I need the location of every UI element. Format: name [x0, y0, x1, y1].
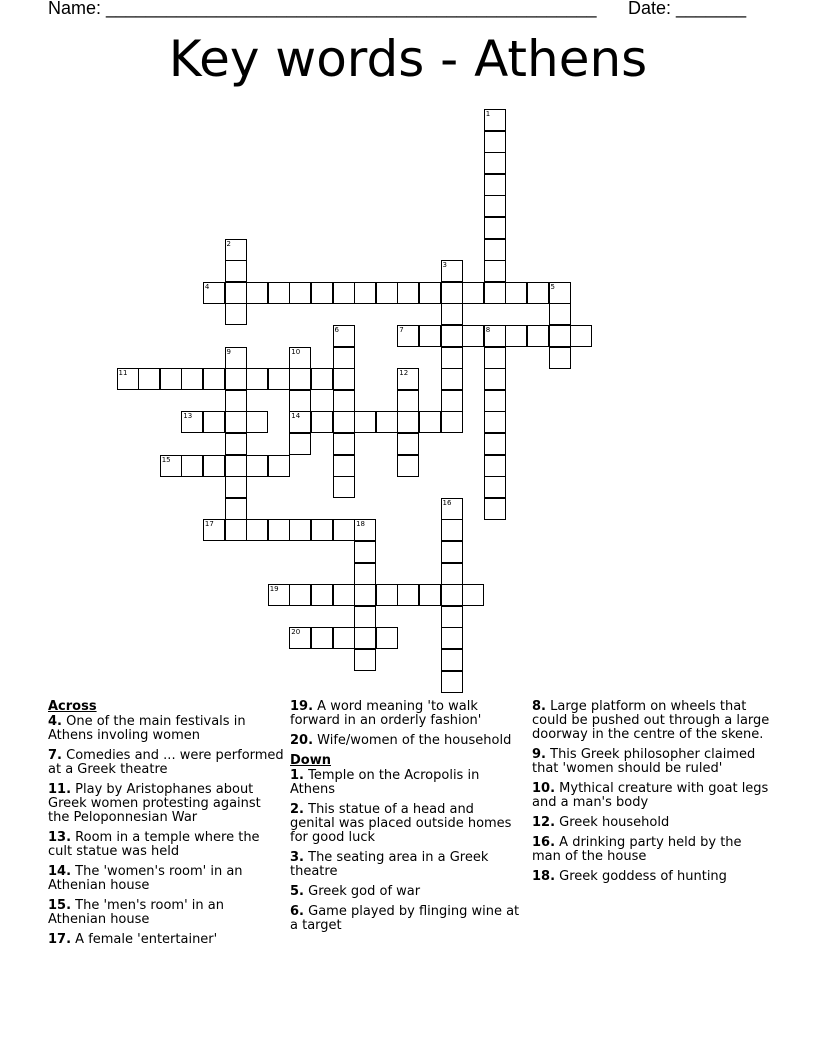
grid-cell[interactable]: [441, 390, 463, 412]
clue-number: 5: [550, 282, 555, 291]
clue-down: [290, 803, 522, 845]
clue-number-label: 6.: [290, 904, 304, 919]
grid-cell[interactable]: [419, 584, 441, 606]
grid-cell[interactable]: [333, 519, 355, 541]
grid-cell[interactable]: [354, 606, 376, 628]
clue-text: This statue of a head and genital was placed outside homes for good luck: [290, 802, 512, 845]
grid-cell[interactable]: [203, 411, 225, 433]
grid-cell[interactable]: [311, 627, 333, 649]
clue-text: Room in a temple where the cult statue was held: [48, 830, 260, 859]
clue-number: 4: [204, 282, 210, 291]
grid-cell[interactable]: [462, 325, 484, 347]
clue-number: 9: [226, 347, 231, 356]
clue-down: [532, 700, 772, 742]
clue-number-label: 2.: [290, 802, 304, 817]
grid-cell[interactable]: [484, 476, 506, 498]
clue-down: [290, 905, 522, 933]
grid-cell[interactable]: [505, 282, 527, 304]
grid-cell[interactable]: [203, 519, 225, 541]
grid-cell[interactable]: [354, 541, 376, 563]
grid-cell[interactable]: [376, 584, 398, 606]
grid-cell[interactable]: [181, 455, 203, 477]
grid-cell[interactable]: [441, 671, 463, 693]
grid-cell[interactable]: [333, 455, 355, 477]
clue-number-label: 16.: [532, 835, 556, 850]
grid-cell[interactable]: [333, 390, 355, 412]
grid-cell[interactable]: [397, 455, 419, 477]
grid-cell[interactable]: [246, 282, 268, 304]
clue-text: Game played by flinging wine at a target: [290, 904, 520, 933]
grid-cell[interactable]: [117, 368, 139, 390]
clue-number-label: 19.: [290, 699, 314, 714]
grid-cell[interactable]: [441, 541, 463, 563]
clue-text: A female 'entertainer': [75, 932, 218, 947]
clue-number-label: 4.: [48, 714, 62, 729]
clue-text: Large platform on wheels that could be pushed out through a large doorway in the centre of the skene.: [532, 699, 770, 742]
grid-cell[interactable]: [484, 282, 506, 304]
clue-number: 20: [291, 628, 301, 637]
clue-number-label: 17.: [48, 932, 72, 947]
grid-cell[interactable]: [484, 325, 506, 347]
grid-cell[interactable]: [289, 282, 311, 304]
grid-cell[interactable]: [225, 390, 247, 412]
clue-number-label: 15.: [48, 898, 72, 913]
grid-cell[interactable]: [289, 411, 311, 433]
grid-cell[interactable]: [484, 498, 506, 520]
clue-number: 16: [442, 498, 452, 507]
grid-cell[interactable]: [484, 455, 506, 477]
grid-cell[interactable]: [225, 239, 247, 261]
grid-cell[interactable]: [333, 627, 355, 649]
clue-down: [532, 836, 772, 864]
clue-number-label: 20.: [290, 733, 314, 748]
grid-cell[interactable]: [441, 498, 463, 520]
grid-cell[interactable]: [333, 282, 355, 304]
clue-number: 10: [291, 347, 301, 356]
grid-cell[interactable]: [311, 282, 333, 304]
grid-cell[interactable]: [138, 368, 160, 390]
grid-cell[interactable]: [289, 347, 311, 369]
grid-cell[interactable]: [289, 519, 311, 541]
grid-cell[interactable]: [354, 519, 376, 541]
grid-cell[interactable]: [289, 627, 311, 649]
clue-across: [48, 865, 284, 893]
grid-cell[interactable]: [484, 390, 506, 412]
grid-cell[interactable]: [333, 584, 355, 606]
clue-down: [532, 782, 772, 810]
grid-cell[interactable]: [484, 217, 506, 239]
clue-number: 18: [356, 520, 366, 529]
clue-number: 19: [269, 585, 279, 594]
grid-cell[interactable]: [484, 131, 506, 153]
clues-column-1: [48, 700, 284, 953]
grid-cell[interactable]: [484, 433, 506, 455]
grid-cell[interactable]: [225, 519, 247, 541]
grid-cell[interactable]: [376, 411, 398, 433]
grid-cell[interactable]: [354, 282, 376, 304]
clue-text: Greek household: [559, 815, 670, 830]
clue-text: A word meaning 'to walk forward in an orderly fashion': [290, 699, 482, 728]
clue-number-label: 3.: [290, 850, 304, 865]
grid-cell[interactable]: [441, 519, 463, 541]
grid-cell[interactable]: [505, 325, 527, 347]
grid-cell[interactable]: [203, 455, 225, 477]
clue-number-label: 9.: [532, 747, 546, 762]
grid-cell[interactable]: [441, 411, 463, 433]
grid-cell[interactable]: [549, 347, 571, 369]
grid-cell[interactable]: [441, 584, 463, 606]
clue-across: [48, 783, 284, 825]
grid-cell[interactable]: [268, 368, 290, 390]
grid-cell[interactable]: [484, 195, 506, 217]
grid-cell[interactable]: [333, 411, 355, 433]
clue-number-label: 12.: [532, 815, 556, 830]
grid-cell[interactable]: [181, 411, 203, 433]
grid-cell[interactable]: [225, 303, 247, 325]
grid-cell[interactable]: [333, 325, 355, 347]
clue-text: Play by Aristophanes about Greek women protesting against the Peloponnesian War: [48, 782, 261, 825]
clue-text: Comedies and ... were performed at a Greek theatre: [48, 748, 284, 777]
grid-cell[interactable]: [160, 368, 182, 390]
clue-down: [290, 885, 522, 899]
grid-cell[interactable]: [225, 476, 247, 498]
clue-across: [290, 700, 522, 728]
clue-number: 14: [291, 412, 301, 421]
grid-cell[interactable]: [462, 584, 484, 606]
clue-number: 7: [399, 326, 404, 334]
clue-down: [532, 748, 772, 776]
grid-cell[interactable]: [441, 347, 463, 369]
grid-cell[interactable]: [484, 260, 506, 282]
clue-down: [532, 816, 772, 830]
grid-cell[interactable]: [203, 368, 225, 390]
grid-cell[interactable]: [441, 627, 463, 649]
grid-cell[interactable]: [441, 563, 463, 585]
grid-cell[interactable]: [376, 627, 398, 649]
grid-cell[interactable]: [225, 411, 247, 433]
grid-cell[interactable]: [419, 411, 441, 433]
grid-cell[interactable]: [441, 606, 463, 628]
grid-cell[interactable]: [268, 455, 290, 477]
grid-cell[interactable]: [484, 174, 506, 196]
clue-number: 15: [161, 455, 171, 464]
clue-text: This Greek philosopher claimed that 'women should be ruled': [532, 747, 756, 776]
grid-cell[interactable]: [462, 282, 484, 304]
grid-cell[interactable]: [289, 584, 311, 606]
clue-number-label: 5.: [290, 884, 304, 899]
grid-cell[interactable]: [570, 325, 592, 347]
clue-text: Mythical creature with goat legs and a man's body: [532, 781, 769, 810]
grid-cell[interactable]: [549, 303, 571, 325]
grid-cell[interactable]: [441, 282, 463, 304]
clue-down: [532, 870, 772, 884]
clue-across: [48, 749, 284, 777]
clue-number-label: 10.: [532, 781, 556, 796]
grid-cell[interactable]: [527, 282, 549, 304]
clue-number: 6: [334, 326, 339, 334]
grid-cell[interactable]: [311, 584, 333, 606]
grid-cell[interactable]: [484, 109, 506, 131]
grid-cell[interactable]: [289, 368, 311, 390]
grid-cell[interactable]: [225, 260, 247, 282]
down-heading: Down: [290, 753, 331, 768]
clue-number-label: 13.: [48, 830, 72, 845]
grid-cell[interactable]: [549, 325, 571, 347]
clue-text: Greek goddess of hunting: [559, 869, 727, 884]
date-field: Date: _______: [628, 0, 747, 18]
clue-number-label: 14.: [48, 864, 72, 879]
name-field: Name: _________________________________________________: [48, 0, 597, 18]
clues-column-3: [532, 700, 772, 890]
grid-cell[interactable]: [419, 325, 441, 347]
clue-text: One of the main festivals in Athens involing women: [48, 714, 246, 743]
grid-cell[interactable]: [268, 519, 290, 541]
clue-across: [290, 734, 522, 748]
grid-cell[interactable]: [441, 303, 463, 325]
grid-cell[interactable]: [549, 282, 571, 304]
clue-text: Greek god of war: [308, 884, 421, 899]
grid-cell[interactable]: [225, 433, 247, 455]
clue-across: [48, 831, 284, 859]
grid-cell[interactable]: [397, 390, 419, 412]
grid-cell[interactable]: [397, 325, 419, 347]
grid-cell[interactable]: [397, 282, 419, 304]
clue-number: 3: [442, 261, 447, 270]
clue-across: [48, 899, 284, 927]
grid-cell[interactable]: [441, 260, 463, 282]
grid-cell[interactable]: [246, 368, 268, 390]
clue-text: Wife/women of the household: [317, 733, 512, 748]
grid-cell[interactable]: [376, 282, 398, 304]
grid-cell[interactable]: [268, 282, 290, 304]
grid-cell[interactable]: [225, 347, 247, 369]
grid-cell[interactable]: [441, 649, 463, 671]
grid-cell[interactable]: [333, 347, 355, 369]
clue-text: Temple on the Acropolis in Athens: [290, 768, 480, 797]
clue-number: 8: [485, 326, 491, 334]
grid-cell[interactable]: [333, 368, 355, 390]
clue-number: 12: [399, 369, 409, 378]
clue-text: The seating area in a Greek theatre: [290, 850, 489, 879]
grid-cell[interactable]: [268, 584, 290, 606]
clue-text: The 'men's room' in an Athenian house: [48, 898, 224, 927]
grid-cell[interactable]: [225, 498, 247, 520]
grid-cell[interactable]: [225, 455, 247, 477]
clue-number-label: 18.: [532, 869, 556, 884]
grid-cell[interactable]: [354, 411, 376, 433]
clue-across: [48, 933, 284, 947]
grid-cell[interactable]: [441, 368, 463, 390]
grid-cell[interactable]: [333, 433, 355, 455]
grid-cell[interactable]: [397, 411, 419, 433]
grid-cell[interactable]: [397, 584, 419, 606]
grid-cell[interactable]: [397, 368, 419, 390]
grid-cell[interactable]: [333, 476, 355, 498]
clue-number-label: 7.: [48, 748, 62, 763]
clue-number: 11: [118, 369, 128, 378]
page-title: Key words - Athens: [168, 30, 648, 88]
clue-down: [290, 769, 522, 797]
grid-cell[interactable]: [160, 455, 182, 477]
clue-number-label: 8.: [532, 699, 546, 714]
grid-cell[interactable]: [354, 584, 376, 606]
grid-cell[interactable]: [397, 433, 419, 455]
clue-text: A drinking party held by the man of the house: [532, 835, 742, 864]
grid-cell[interactable]: [441, 325, 463, 347]
grid-cell[interactable]: [311, 519, 333, 541]
grid-cell[interactable]: [225, 368, 247, 390]
grid-cell[interactable]: [484, 347, 506, 369]
grid-cell[interactable]: [289, 433, 311, 455]
clue-number: 1: [485, 110, 491, 118]
grid-cell[interactable]: [289, 390, 311, 412]
grid-cell[interactable]: [484, 368, 506, 390]
clue-number-label: 1.: [290, 768, 304, 783]
clue-number-label: 11.: [48, 782, 72, 797]
grid-cell[interactable]: [527, 325, 549, 347]
clue-number: 13: [183, 412, 193, 421]
grid-cell[interactable]: [246, 455, 268, 477]
grid-cell[interactable]: [484, 239, 506, 261]
grid-cell[interactable]: [311, 411, 333, 433]
clue-across: [48, 715, 284, 743]
across-heading: Across: [48, 699, 97, 714]
clue-down: [290, 851, 522, 879]
grid-cell[interactable]: [354, 649, 376, 671]
grid-cell[interactable]: [354, 627, 376, 649]
grid-cell[interactable]: [181, 368, 203, 390]
grid-cell[interactable]: [484, 411, 506, 433]
clue-number: 17: [204, 520, 214, 529]
grid-cell[interactable]: [311, 368, 333, 390]
grid-cell[interactable]: [419, 282, 441, 304]
grid-cell[interactable]: [484, 152, 506, 174]
grid-cell[interactable]: [225, 282, 247, 304]
clues-column-2: [290, 700, 522, 939]
grid-cell[interactable]: [246, 519, 268, 541]
clue-number: 2: [226, 239, 231, 248]
grid-cell[interactable]: [203, 282, 225, 304]
grid-cell[interactable]: [246, 411, 268, 433]
grid-cell[interactable]: [354, 563, 376, 585]
clue-text: The 'women's room' in an Athenian house: [48, 864, 243, 893]
